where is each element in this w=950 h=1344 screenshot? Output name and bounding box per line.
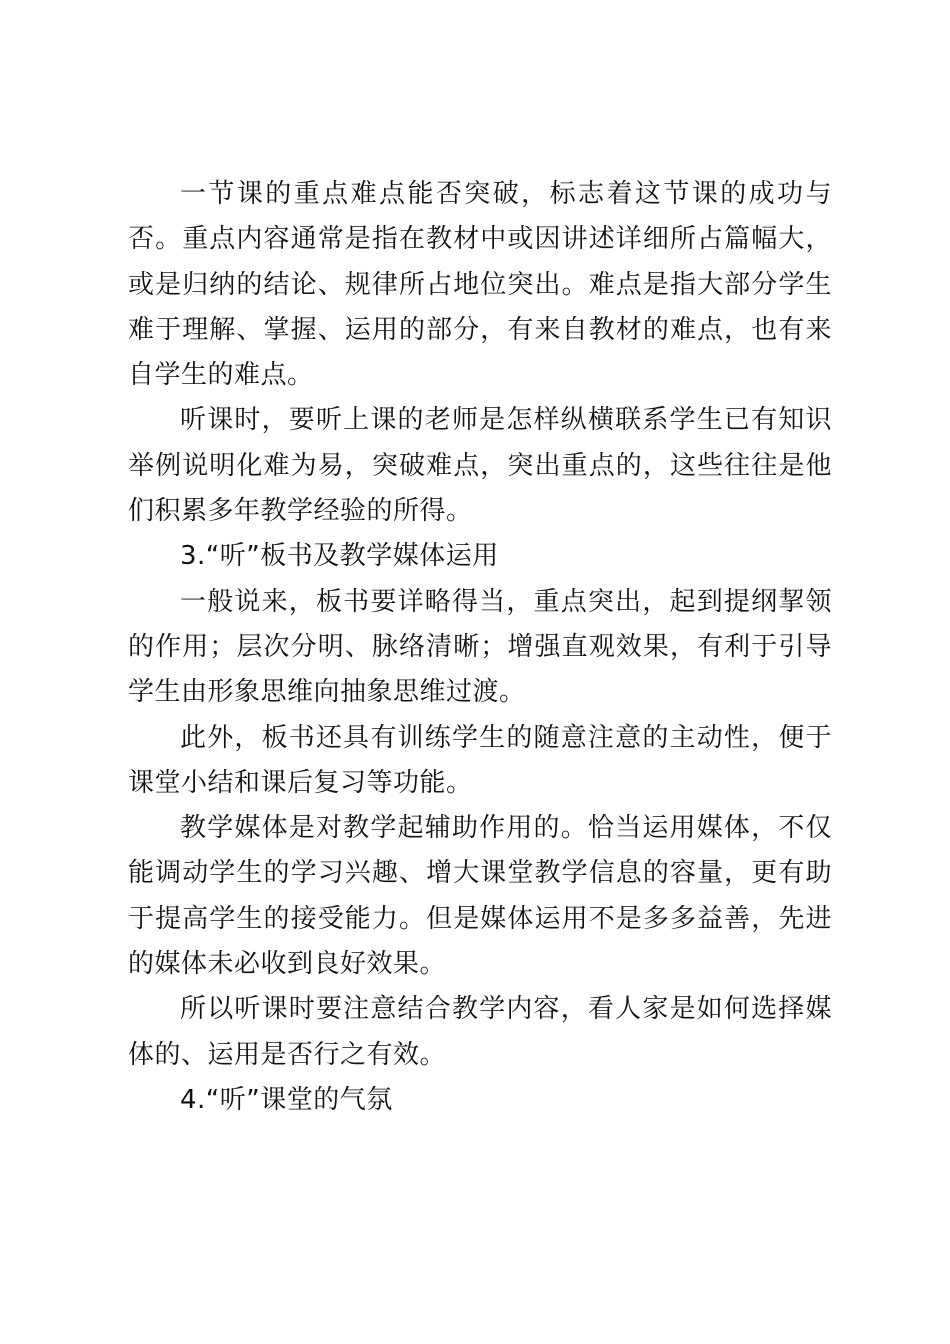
- paragraph-key-points: 一节课的重点难点能否突破，标志着这节课的成功与否。重点内容通常是指在教材中或因讲述详细所占篇幅大，或是归纳的结论、规律所占地位突出。难点是指大部分学生难于理解、掌握、运用的部分，有来自教材的难点，也有来自学生的难点。: [128, 179, 832, 391]
- paragraph-blackboard-functions: 此外，板书还具有训练学生的随意注意的主动性，便于课堂小结和课后复习等功能。: [128, 722, 832, 798]
- paragraph-teaching-media: 教学媒体是对教学起辅助作用的。恰当运用媒体，不仅能调动学生的学习兴趣、增大课堂教学信息的容量，更有助于提高学生的接受能力。但是媒体运用不是多多益善，先进的媒体未必收到良好效果。: [128, 813, 832, 980]
- section-heading-blackboard-media: 3.“听”板书及教学媒体运用: [180, 541, 499, 572]
- document-body: [128, 172, 832, 1123]
- paragraph-blackboard-writing: 一般说来，板书要详略得当，重点突出，起到提纲挈领的作用；层次分明、脉络清晰；增强直观效果，有利于引导学生由形象思维向抽象思维过渡。: [128, 586, 832, 708]
- section-heading-classroom-atmosphere: 4.“听”课堂的气氛: [180, 1084, 393, 1115]
- paragraph-media-selection: 所以听课时要注意结合教学内容，看人家是如何选择媒体的、运用是否行之有效。: [128, 994, 832, 1070]
- paragraph-listening-method: 听课时，要听上课的老师是怎样纵横联系学生已有知识举例说明化难为易，突破难点，突出重点的，这些往往是他们积累多年教学经验的所得。: [128, 405, 832, 527]
